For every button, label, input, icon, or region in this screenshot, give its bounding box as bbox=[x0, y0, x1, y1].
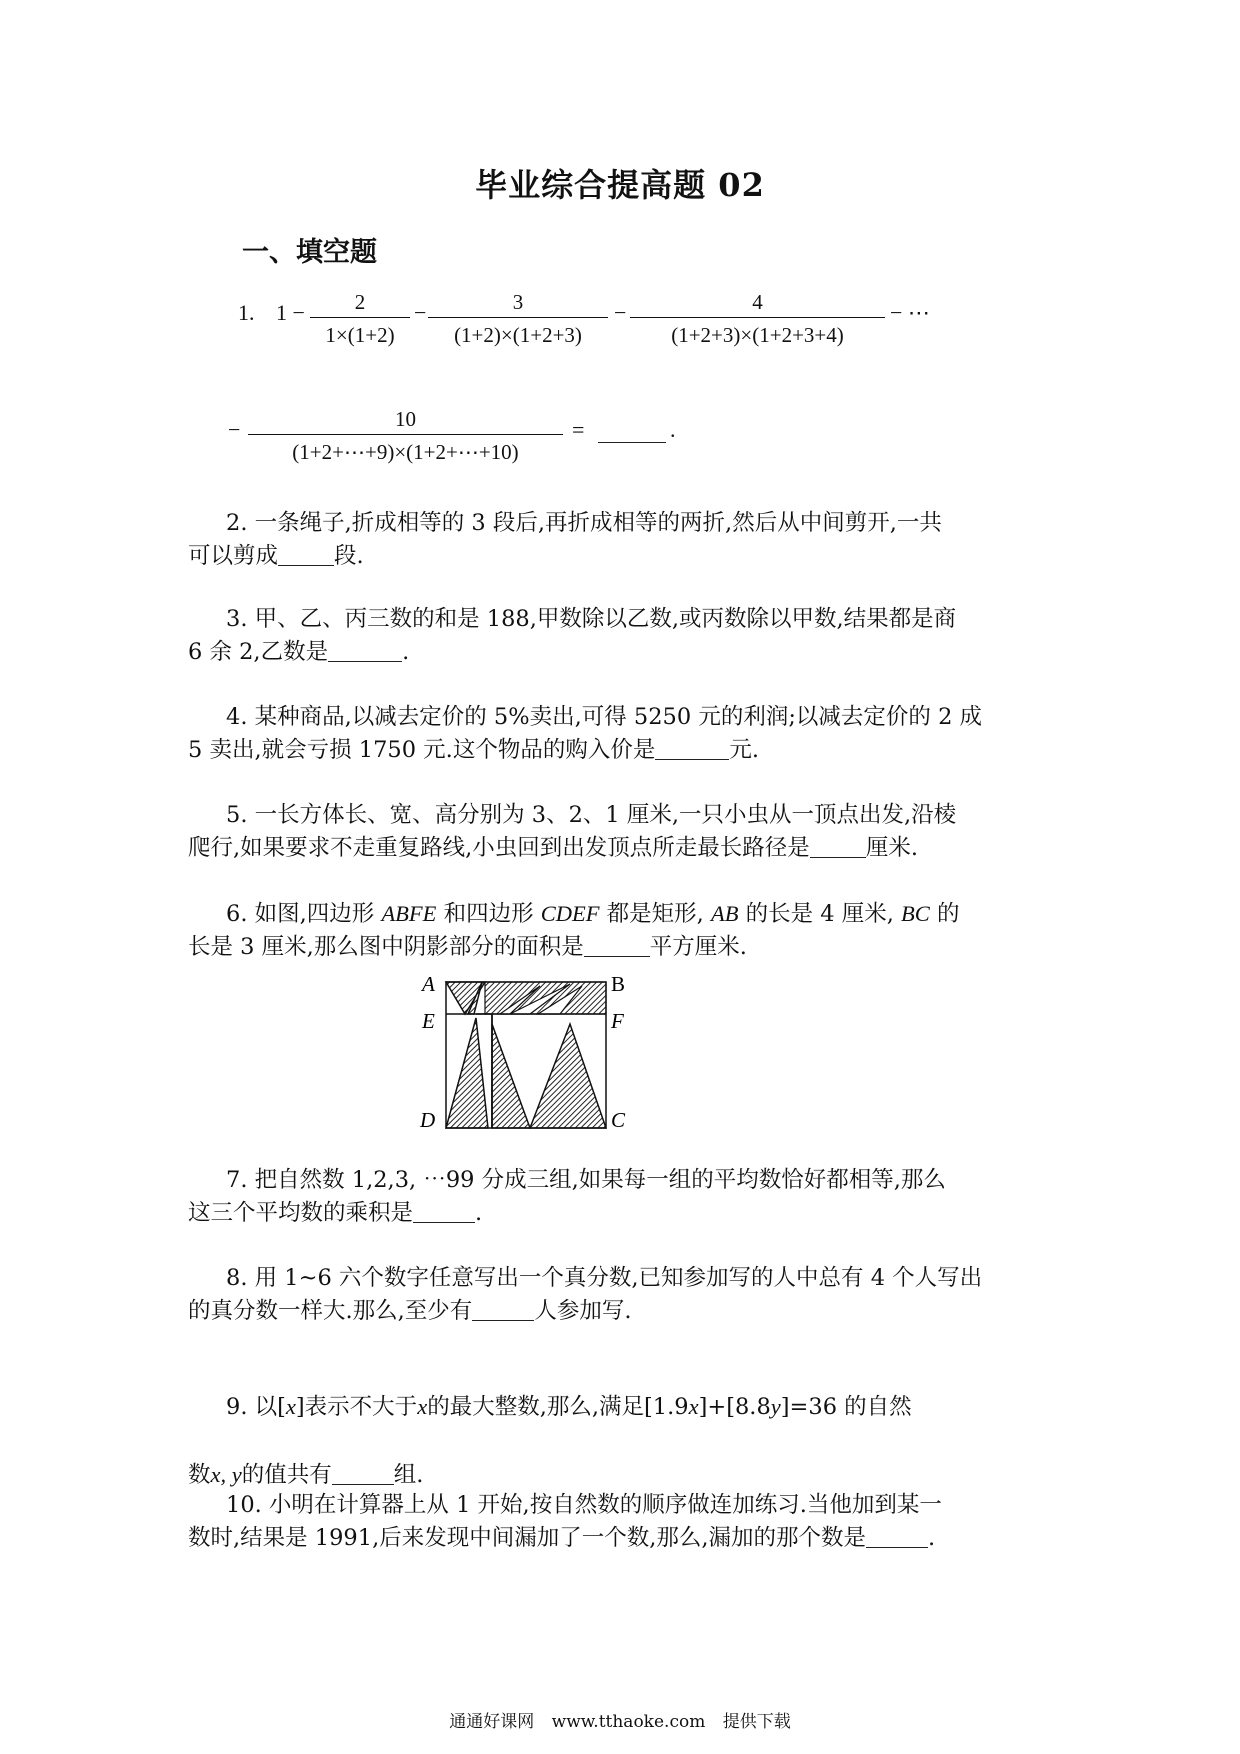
q3-answer-blank bbox=[328, 639, 402, 662]
q9-text-2: ]表示不大于 bbox=[295, 1394, 418, 1420]
q6-abfe: ABFE bbox=[381, 901, 437, 926]
label-a: A bbox=[422, 972, 435, 996]
label-b: B bbox=[611, 972, 626, 996]
q1-frac-3 bbox=[630, 287, 885, 352]
q1-frac-1-num: 2 bbox=[354, 290, 366, 314]
q1-frac-3-num: 4 bbox=[752, 290, 763, 314]
page-title: 毕业综合提高题 02 bbox=[475, 166, 765, 204]
question-10 bbox=[188, 1489, 1058, 1555]
q9-tail: 组. bbox=[393, 1462, 424, 1488]
q7-answer-blank bbox=[413, 1200, 475, 1223]
q1-frac-3-den: (1+2+3)×(1+2+3+4) bbox=[630, 317, 885, 352]
q7-line-1: 7. 把自然数 1,2,3, ⋯99 分成三组,如果每一组的平均数恰好都相等,那么 bbox=[226, 1167, 946, 1193]
q5-line-1: 5. 一长方体长、宽、高分别为 3、2、1 厘米,一只小虫从一顶点出发,沿棱 bbox=[226, 802, 957, 828]
footer-note: 提供下载 bbox=[722, 1712, 791, 1732]
q5-tail: 厘米. bbox=[865, 835, 918, 861]
q1-continuation: − ⋯ bbox=[890, 300, 930, 325]
q9-y-1: y bbox=[770, 1394, 781, 1419]
question-5 bbox=[188, 799, 1058, 865]
q8-answer-blank bbox=[472, 1298, 534, 1321]
q1-equals: = bbox=[572, 417, 585, 442]
q3-line-2: 6 余 2,乙数是 bbox=[188, 639, 329, 665]
question-7 bbox=[188, 1164, 1058, 1230]
q10-line-2: 数时,结果是 1991,后来发现中间漏加了一个数,那么,漏加的那个数是 bbox=[188, 1525, 867, 1551]
label-f: F bbox=[611, 1009, 624, 1033]
question-2 bbox=[188, 507, 1058, 573]
q1-frac-last-num: 10 bbox=[395, 407, 416, 431]
q1-frac-1 bbox=[310, 287, 410, 352]
q1-frac-2 bbox=[428, 287, 608, 352]
q1-lead: 1 − bbox=[276, 300, 305, 325]
q9-text-3: 的最大整数,那么,满足[1.9 bbox=[427, 1394, 689, 1420]
q1-frac-2-num: 3 bbox=[512, 290, 524, 314]
q6-text-5: 的 bbox=[929, 901, 960, 927]
q1-frac-last bbox=[248, 404, 563, 469]
q4-line-1: 4. 某种商品,以减去定价的 5%卖出,可得 5250 元的利润;以减去定价的 2 成 bbox=[226, 704, 983, 730]
q9-text-7: 的值共有 bbox=[241, 1462, 332, 1488]
q4-tail: 元. bbox=[729, 737, 759, 763]
q2-line-1: 2. 一条绳子,折成相等的 3 段后,再折成相等的两折,然后从中间剪开,一共 bbox=[226, 510, 942, 536]
q1-frac-last-den: (1+2+⋯+9)×(1+2+⋯+10) bbox=[248, 434, 563, 469]
q1-frac-1-den: 1×(1+2) bbox=[310, 317, 410, 352]
question-3 bbox=[188, 603, 1058, 669]
q10-answer-blank bbox=[866, 1525, 928, 1548]
q6-ab: AB bbox=[710, 901, 739, 926]
q6-text-3: 都是矩形, bbox=[599, 901, 711, 927]
q9-text-1: 9. 以[ bbox=[226, 1394, 286, 1420]
q1-minus-3: − bbox=[228, 417, 241, 442]
question-8 bbox=[188, 1262, 1058, 1328]
q6-line-1 bbox=[188, 897, 1058, 931]
q1-minus-2: − bbox=[614, 300, 627, 325]
q7-tail: . bbox=[475, 1200, 483, 1226]
q6-figure bbox=[410, 970, 660, 1130]
q4-answer-blank bbox=[655, 737, 729, 760]
q3-tail: . bbox=[402, 639, 410, 665]
q1-number: 1. bbox=[238, 300, 255, 325]
footer-site: 通通好课网 bbox=[449, 1712, 535, 1732]
q8-line-1: 8. 用 1~6 六个数字任意写出一个真分数,已知参加写的人中总有 4 个人写出 bbox=[226, 1265, 983, 1291]
q9-x-1: x bbox=[285, 1394, 296, 1419]
bottom-shaded-triangles bbox=[446, 1018, 606, 1128]
q9-answer-blank bbox=[332, 1462, 394, 1485]
q6-text-4: 的长是 4 厘米, bbox=[738, 901, 902, 927]
q4-line-2: 5 卖出,就会亏损 1750 元.这个物品的购入价是 bbox=[188, 737, 656, 763]
q9-text-5: ]=36 的自然 bbox=[780, 1394, 912, 1420]
question-4 bbox=[188, 701, 1058, 767]
label-d: D bbox=[420, 1108, 436, 1130]
q1-frac-2-den: (1+2)×(1+2+3) bbox=[428, 317, 608, 352]
q7-line-2: 这三个平均数的乘积是 bbox=[188, 1200, 414, 1226]
q1-answer-blank bbox=[598, 420, 666, 443]
q2-answer-blank bbox=[278, 543, 334, 566]
q2-line-2: 可以剪成 bbox=[188, 543, 279, 569]
q6-line-2: 长是 3 厘米,那么图中阴影部分的面积是 bbox=[188, 934, 584, 960]
q9-line-1 bbox=[188, 1373, 1058, 1441]
q9-xy: x, y bbox=[210, 1462, 242, 1487]
q5-answer-blank bbox=[810, 835, 866, 858]
q9-text-6: 数 bbox=[188, 1462, 211, 1488]
question-6 bbox=[188, 897, 1058, 964]
q6-text-1: 6. 如图,四边形 bbox=[226, 901, 382, 927]
section-heading: 一、填空题 bbox=[242, 237, 377, 268]
page-footer bbox=[0, 1707, 1240, 1732]
q5-line-2: 爬行,如果要求不走重复路线,小虫回到出发顶点所走最长路径是 bbox=[188, 835, 810, 861]
q6-answer-blank bbox=[584, 934, 650, 957]
q1-end: . bbox=[670, 417, 676, 442]
label-e: E bbox=[422, 1009, 435, 1033]
q6-tail: 平方厘米. bbox=[649, 934, 747, 960]
q8-tail: 人参加写. bbox=[534, 1298, 632, 1324]
q6-text-2: 和四边形 bbox=[436, 901, 541, 927]
label-c: C bbox=[611, 1108, 626, 1130]
footer-url[interactable]: www.tthaoke.com bbox=[551, 1712, 706, 1732]
q2-tail: 段. bbox=[334, 543, 364, 569]
q9-x-2: x bbox=[417, 1394, 428, 1419]
q3-line-1: 3. 甲、乙、丙三数的和是 188,甲数除以乙数,或丙数除以甲数,结果都是商 bbox=[226, 606, 957, 632]
q8-line-2: 的真分数一样大.那么,至少有 bbox=[188, 1298, 473, 1324]
q9-text-4: ]+[8.8 bbox=[698, 1394, 771, 1420]
q6-cdef: CDEF bbox=[540, 901, 600, 926]
q10-tail: . bbox=[928, 1525, 936, 1551]
top-shaded-region bbox=[446, 982, 606, 1014]
q6-bc: BC bbox=[901, 901, 930, 926]
q9-x-3: x bbox=[688, 1394, 699, 1419]
q1-minus-1: − bbox=[414, 300, 427, 325]
q10-line-1: 10. 小明在计算器上从 1 开始,按自然数的顺序做连加练习.当他加到某一 bbox=[226, 1492, 942, 1518]
